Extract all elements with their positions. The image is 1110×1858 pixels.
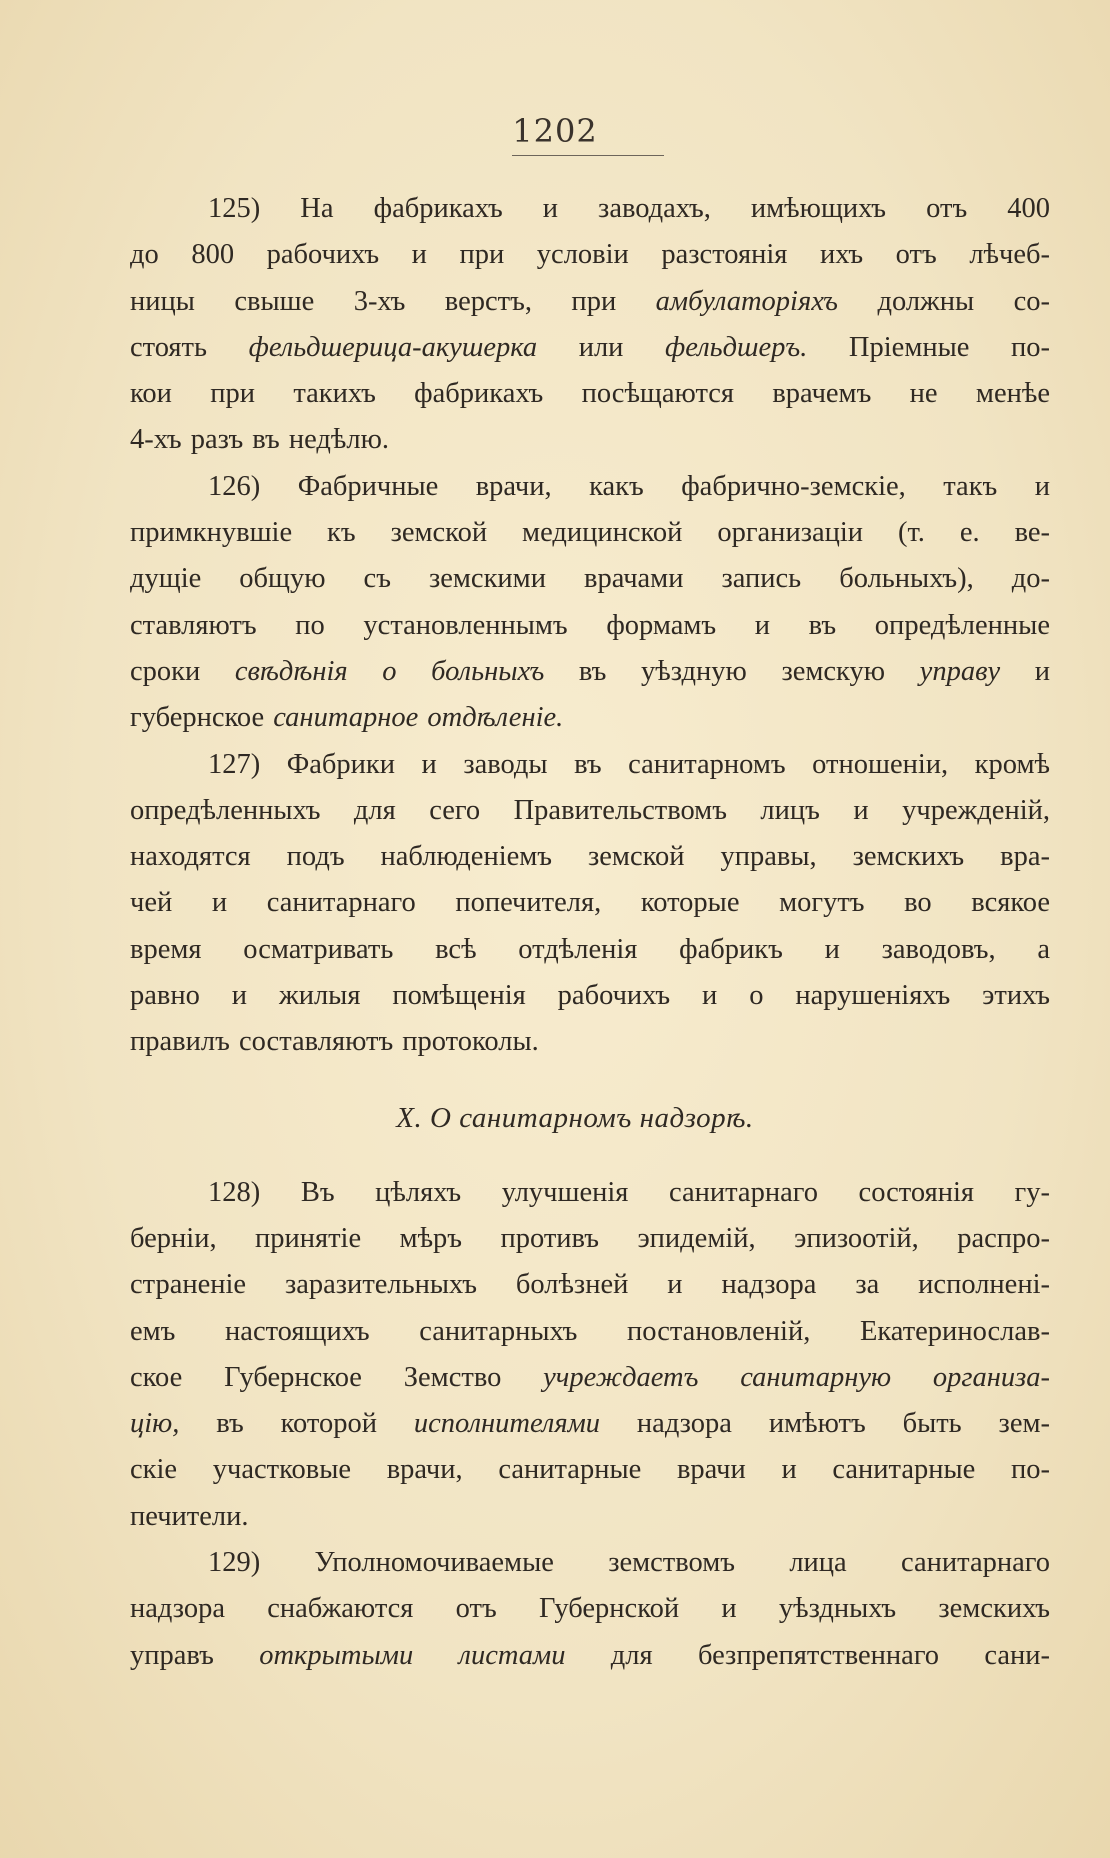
text-line	[130, 371, 1050, 417]
text-span: 125) На фабрикахъ и заводахъ, имѣющихъ отъ 400	[208, 193, 1050, 224]
text-line	[130, 556, 1050, 602]
italic-text: фельдшерица-акушерка	[248, 331, 538, 363]
text-span: правилъ составляютъ протоколы.	[130, 1026, 539, 1058]
text-span: опредѣленныхъ для сего Правительствомъ лицъ и учрежденій,	[130, 794, 1050, 826]
text-line	[130, 325, 1050, 371]
italic-text: фельдшеръ.	[665, 331, 808, 363]
text-line	[130, 788, 1050, 834]
italic-text: санитарное отдѣленіе.	[273, 702, 564, 734]
text-span: печители.	[130, 1500, 249, 1532]
text-span: Пріемные по-	[807, 331, 1050, 363]
italic-text: цію,	[130, 1408, 180, 1440]
text-line	[130, 510, 1050, 556]
text-span: емъ настоящихъ санитарныхъ постановленій, Екатеринослав-	[130, 1315, 1050, 1347]
text-span: дущіе общую съ земскими врачами запись больныхъ), до-	[130, 563, 1050, 595]
text-span: ницы свыше 3-хъ верстъ, при	[130, 285, 656, 317]
text-line	[130, 603, 1050, 649]
italic-text: учреждаетъ санитарную организа-	[543, 1361, 1050, 1393]
text-line	[130, 1633, 1050, 1679]
text-line	[130, 1540, 1050, 1586]
text-span: ставляютъ по установленнымъ формамъ и въ опредѣленные	[130, 609, 1050, 641]
page-number: 1202	[512, 112, 598, 150]
text-span: ское Губернское Земство	[130, 1361, 544, 1393]
text-line	[130, 1447, 1050, 1493]
text-span: находятся подъ наблюденіемъ земской управы, земскихъ вра-	[130, 841, 1050, 873]
text-span: до 800 рабочихъ и при условіи разстоянія ихъ отъ лѣчеб-	[130, 239, 1050, 271]
text-span: въ которой	[179, 1408, 414, 1440]
text-line	[130, 834, 1050, 880]
text-span: берніи, принятіе мѣръ противъ эпидемій, эпизоотій, распро-	[130, 1222, 1050, 1254]
paragraphs-125-127	[130, 186, 1050, 1066]
text-span: губернское	[130, 702, 274, 734]
text-span: примкнувшіе къ земской медицинской организаціи (т. е. ве-	[130, 517, 1050, 549]
text-line	[130, 1494, 1050, 1540]
section-heading: X. О санитарномъ надзорѣ.	[396, 1101, 754, 1134]
text-span: управъ	[130, 1639, 260, 1671]
text-line	[130, 417, 1050, 463]
italic-text: свѣдѣнія о больныхъ	[234, 655, 545, 687]
text-line	[130, 1586, 1050, 1632]
text-span: 4-хъ разъ въ недѣлю.	[130, 424, 390, 456]
text-span: или	[537, 331, 666, 363]
text-line	[130, 927, 1050, 973]
text-line	[130, 1355, 1050, 1401]
text-span: скіе участковые врачи, санитарные врачи и санитарные по-	[130, 1454, 1050, 1486]
italic-text: амбулаторіяхъ	[655, 285, 838, 317]
text-line	[130, 279, 1050, 325]
text-line	[130, 1170, 1050, 1216]
italic-text: открытыми листами	[259, 1639, 566, 1671]
text-line	[130, 1309, 1050, 1355]
text-span: надзора снабжаются отъ Губернской и уѣздныхъ земскихъ	[130, 1593, 1050, 1625]
text-span: 127) Фабрики и заводы въ санитарномъ отношеніи, кромѣ	[208, 748, 1050, 780]
text-span: въ уѣздную земскую	[544, 655, 920, 687]
text-span: чей и санитарнаго попечителя, которые могутъ во всякое	[130, 887, 1050, 919]
text-span: для безпрепятственнаго сани-	[565, 1639, 1051, 1671]
text-line	[130, 186, 1050, 232]
text-span: 126) Фабричные врачи, какъ фабрично-земскіе, такъ и	[208, 470, 1050, 502]
text-line	[130, 1216, 1050, 1262]
text-line	[130, 649, 1050, 695]
text-span: и	[1000, 655, 1050, 687]
text-line	[130, 742, 1050, 788]
text-span: время осматривать всѣ отдѣленія фабрикъ и заводовъ, а	[130, 933, 1050, 965]
text-span: страненіе заразительныхъ болѣзней и надзора за исполненi-	[130, 1269, 1050, 1301]
text-line	[130, 880, 1050, 926]
text-span: стоять	[130, 331, 249, 363]
text-span: кои при такихъ фабрикахъ посѣщаются врачемъ не менѣе	[130, 378, 1050, 410]
text-span: сроки	[130, 655, 235, 687]
text-line	[130, 1262, 1050, 1308]
text-line	[130, 695, 1050, 741]
text-line	[130, 1019, 1050, 1065]
text-span: 129) Уполномочиваемые земствомъ лица санитарнаго	[208, 1547, 1050, 1579]
text-line	[130, 973, 1050, 1019]
italic-text: управу	[919, 655, 1001, 687]
text-span: равно и жилыя помѣщенія рабочихъ и о нарушеніяхъ этихъ	[130, 980, 1050, 1012]
text-line	[130, 1401, 1050, 1447]
page-number-rule	[512, 155, 664, 156]
body-text	[130, 186, 1050, 1679]
italic-text: исполнителями	[413, 1408, 601, 1440]
text-line	[130, 464, 1050, 510]
paragraphs-128-129	[130, 1170, 1050, 1679]
text-span: 128) Въ цѣляхъ улучшенія санитарнаго состоянія гу-	[208, 1176, 1050, 1208]
text-line	[130, 232, 1050, 278]
text-span: должны со-	[837, 285, 1050, 317]
text-span: надзора имѣютъ быть зем-	[600, 1408, 1050, 1440]
